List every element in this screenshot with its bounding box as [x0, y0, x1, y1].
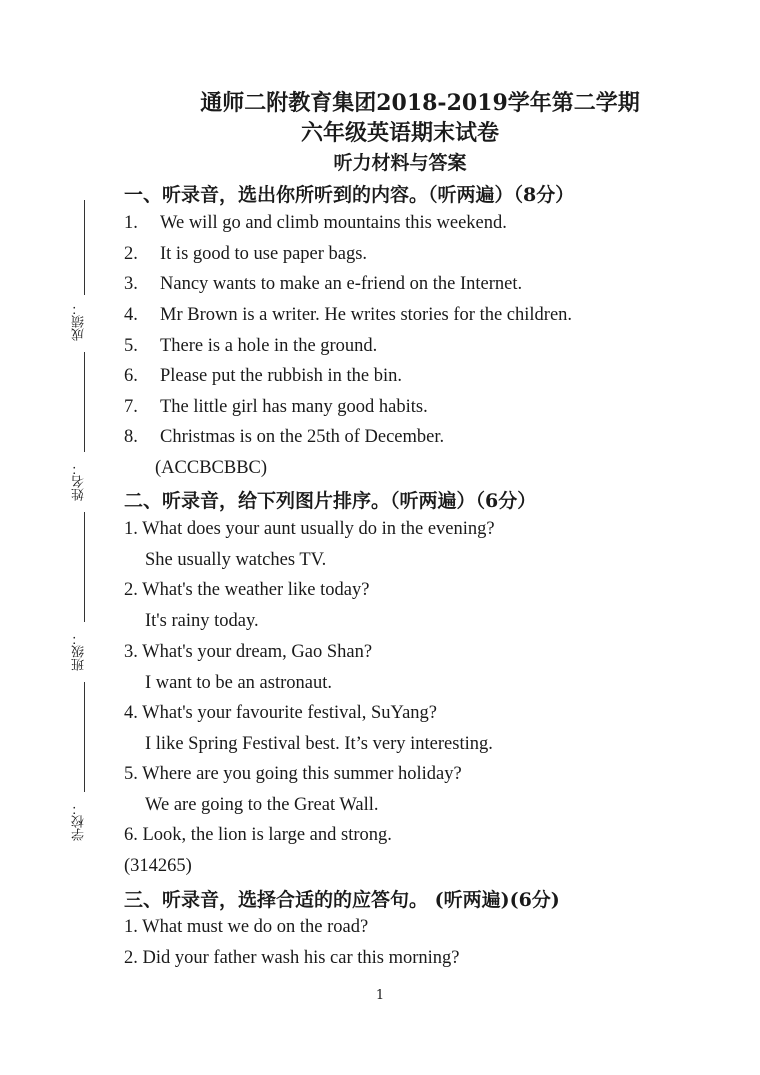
dialog-question: 1. What must we do on the road?	[124, 917, 369, 937]
margin-line	[84, 682, 85, 792]
item-text: Nancy wants to make an e-friend on the Internet.	[160, 274, 523, 294]
item-text: We will go and climb mountains this weekend.	[160, 213, 507, 233]
item-number: 8.	[124, 427, 138, 447]
dialog-answer: I like Spring Festival best. It’s very interesting.	[145, 734, 493, 754]
item-number: 6.	[124, 366, 138, 386]
page-number: 1	[375, 988, 385, 1003]
answer-key: (ACCBCBBC)	[155, 458, 268, 478]
dialog-question: 4. What's your favourite festival, SuYang?	[124, 703, 437, 723]
dialog-answer: We are going to the Great Wall.	[145, 795, 379, 815]
item-number: 7.	[124, 397, 138, 417]
section-heading: 三、听录音，选择合适的的应答句。 (听两遍)(6分)	[124, 889, 560, 911]
dialog-question: 2. Did your father wash his car this morning?	[124, 948, 460, 968]
item-number: 2.	[124, 244, 138, 264]
exam-subtitle: 六年级英语期末试卷	[300, 120, 499, 146]
item-number: 5.	[124, 336, 138, 356]
section-heading: 二、听录音，给下列图片排序。（听两遍）（6分）	[124, 490, 537, 512]
item-text: The little girl has many good habits.	[160, 397, 428, 417]
item-number: 3.	[124, 274, 138, 294]
class-label: 班级：	[72, 632, 87, 671]
score-label: 成绩：	[72, 302, 87, 341]
dialog-question: 3. What's your dream, Gao Shan?	[124, 642, 373, 662]
school-label: 学校：	[72, 802, 87, 841]
document-title: 通师二附教育集团2018-2019学年第二学期	[200, 90, 640, 116]
dialog-answer: I want to be an astronaut.	[145, 673, 332, 693]
dialog-answer: She usually watches TV.	[145, 550, 327, 570]
name-label: 姓名：	[72, 462, 87, 501]
item-text: There is a hole in the ground.	[160, 336, 378, 356]
item-text: Christmas is on the 25th of December.	[160, 427, 445, 447]
item-text: It is good to use paper bags.	[160, 244, 368, 264]
margin-line	[84, 512, 85, 622]
dialog-question: 6. Look, the lion is large and strong.	[124, 825, 392, 845]
item-number: 4.	[124, 305, 138, 325]
item-text: Please put the rubbish in the bin.	[160, 366, 403, 386]
material-subtitle: 听力材料与答案	[333, 152, 467, 174]
dialog-question: 5. Where are you going this summer holiday?	[124, 764, 462, 784]
item-text: Mr Brown is a writer. He writes stories for the children.	[160, 305, 573, 325]
answer-key: (314265)	[124, 856, 192, 876]
dialog-question: 1. What does your aunt usually do in the evening?	[124, 519, 495, 539]
section-heading: 一、听录音，选出你所听到的内容。（听两遍）（8分）	[124, 184, 575, 206]
dialog-answer: It's rainy today.	[145, 611, 259, 631]
margin-line	[84, 200, 85, 295]
dialog-question: 2. What's the weather like today?	[124, 580, 370, 600]
margin-line	[84, 352, 85, 452]
item-number: 1.	[124, 213, 138, 233]
